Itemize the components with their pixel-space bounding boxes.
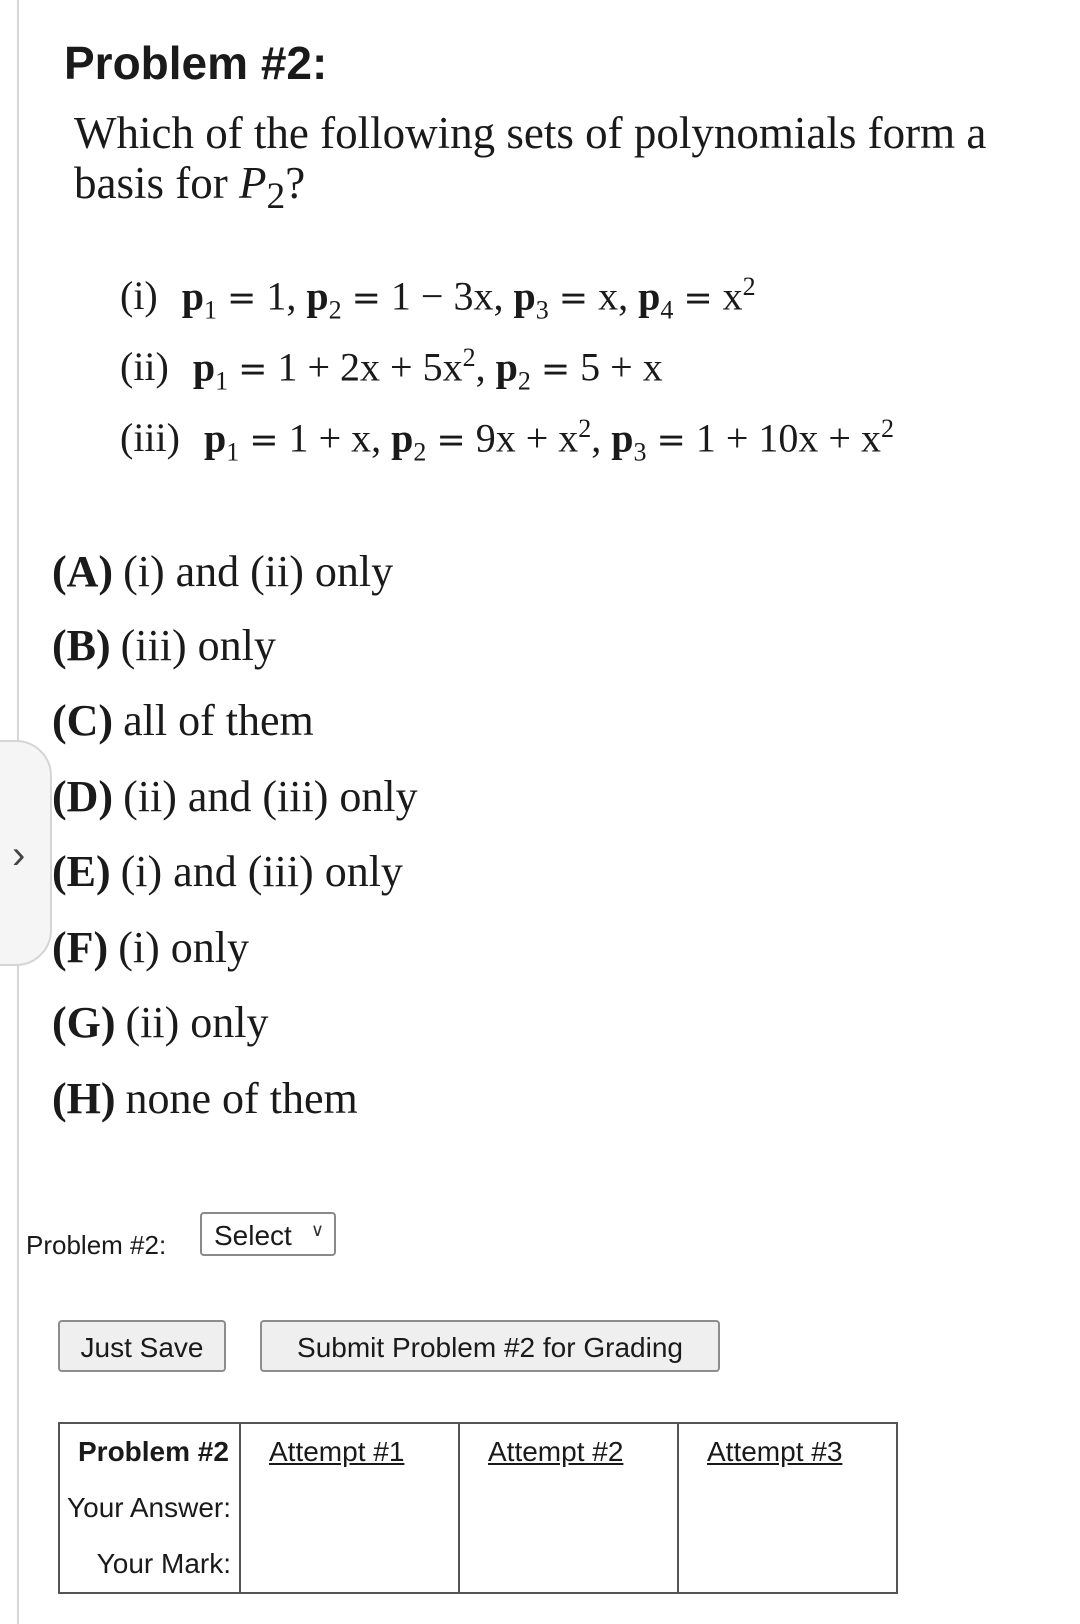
choice-b: (B) (iii) only <box>52 621 276 670</box>
table-row <box>59 1480 897 1536</box>
attempt-2-link[interactable]: Attempt #2 <box>459 1423 678 1480</box>
polynomial-set-i: (i) $p_1 = 1$, $p_2 = 1 - 3x$, $p_3 = x$, $p_4 = x^2$ <box>120 272 756 325</box>
answer-select-value: Select <box>214 1220 292 1251</box>
table-row <box>59 1423 897 1480</box>
choice-h: (H) none of them <box>52 1074 358 1123</box>
choice-c: (C) all of them <box>52 696 314 745</box>
problem-title: Problem #2: <box>64 37 328 89</box>
your-answer-label: Your Answer: <box>67 1492 231 1523</box>
attempt-2-answer <box>459 1480 678 1536</box>
answer-select-label: Problem #2: <box>26 1230 167 1260</box>
your-mark-label: Your Mark: <box>96 1548 231 1579</box>
answer-select[interactable] <box>200 1212 336 1256</box>
attempts-table <box>58 1422 898 1594</box>
polynomial-set-ii: (ii) $p_1 = 1 + 2x + 5x^2$, $p_2 = 5 + x$ <box>120 343 663 396</box>
attempt-1-answer <box>240 1480 459 1536</box>
chevron-right-icon[interactable]: › <box>12 833 26 877</box>
side-panel-toggle[interactable] <box>0 740 52 966</box>
question-text: Which of the following sets of polynomials form a basis for $P_2$? <box>74 108 987 217</box>
table-row <box>59 1536 897 1593</box>
choice-e: (E) (i) and (iii) only <box>52 847 403 896</box>
attempt-2-mark <box>459 1536 678 1593</box>
submit-grading-button[interactable]: Submit Problem #2 for Grading <box>260 1320 720 1372</box>
choice-g: (G) (ii) only <box>52 998 269 1047</box>
just-save-button[interactable]: Just Save <box>58 1320 226 1372</box>
chevron-down-icon: ∨ <box>310 1220 324 1240</box>
attempt-1-mark <box>240 1536 459 1593</box>
attempt-1-link[interactable]: Attempt #1 <box>240 1423 459 1480</box>
attempts-table-header: Problem #2 <box>78 1436 229 1467</box>
choice-f: (F) (i) only <box>52 923 249 972</box>
attempt-3-mark <box>678 1536 897 1593</box>
choice-a: (A) (i) and (ii) only <box>52 547 394 596</box>
attempt-3-link[interactable]: Attempt #3 <box>678 1423 897 1480</box>
choice-d: (D) (ii) and (iii) only <box>52 772 418 821</box>
attempt-3-answer <box>678 1480 897 1536</box>
polynomial-set-iii: (iii) $p_1 = 1 + x$, $p_2 = 9x + x^2$, $p_3 = 1 + 10x + x^2$ <box>120 414 894 467</box>
